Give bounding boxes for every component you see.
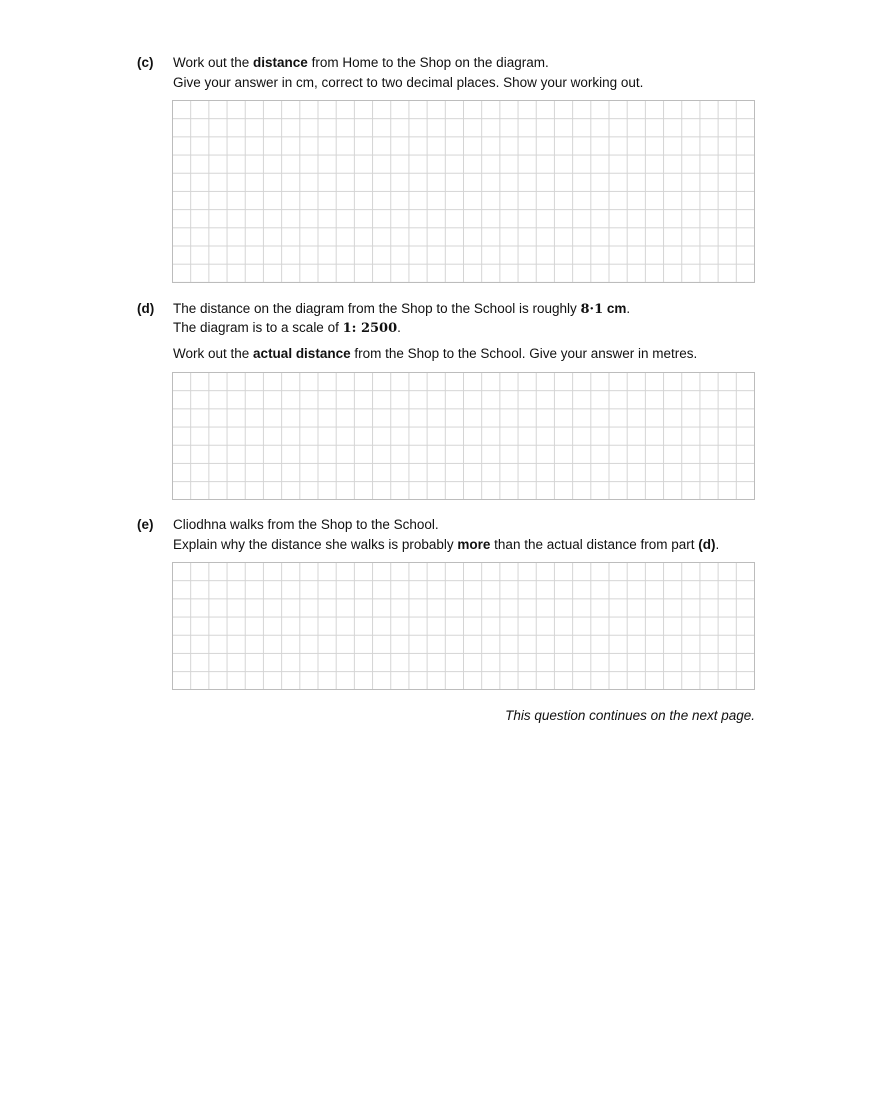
part-e-line2-ref: (d): [698, 537, 716, 552]
part-d-question-line-2: [173, 320, 401, 336]
part-d-line2-pre: The diagram is to a scale of: [173, 320, 343, 335]
part-c-question-line-2: Give your answer in cm, correct to two decimal places. Show your working out.: [173, 75, 644, 90]
part-c-label: (c): [137, 55, 154, 70]
part-d-line2-post: .: [397, 320, 401, 335]
part-c-line1-pre: Work out the: [173, 55, 254, 70]
part-d-line3-pre: Work out the: [173, 346, 254, 361]
part-e-question-line-1: Cliodhna walks from the Shop to the School.: [173, 517, 439, 532]
part-e-line2-bold: more: [457, 537, 491, 552]
part-d-distance-value: 8·1: [580, 302, 604, 317]
part-d-scale-value: 1: 2500: [342, 321, 398, 336]
part-c-line1-post: from Home to the Shop on the diagram.: [307, 55, 549, 70]
part-e-answer-grid[interactable]: [172, 562, 755, 690]
part-c-line1-bold: distance: [253, 55, 308, 70]
part-d-line3-bold: actual distance: [253, 346, 351, 361]
continuation-note: This question continues on the next page.: [505, 708, 755, 723]
part-d-line1-pre: The distance on the diagram from the Shop to the School is roughly: [173, 301, 581, 316]
part-e-label: (e): [137, 517, 154, 532]
part-e-line2-pre: Explain why the distance she walks is probably: [173, 537, 458, 552]
part-c-answer-grid[interactable]: [172, 100, 755, 283]
part-d-line3-post: from the Shop to the School. Give your answer in metres.: [350, 346, 698, 361]
part-e-line2-mid: than the actual distance from part: [490, 537, 699, 552]
part-d-question-line-3: [173, 346, 697, 361]
part-e-line2-post: .: [715, 537, 720, 552]
part-d-answer-grid[interactable]: [172, 372, 755, 500]
part-e-question-line-2: [173, 537, 719, 552]
part-c-question-line-1: [173, 55, 549, 70]
part-d-question-line-1: [173, 301, 630, 317]
part-d-distance-unit: cm: [603, 301, 627, 316]
part-d-label: (d): [137, 301, 155, 316]
part-d-line1-post: .: [626, 301, 631, 316]
